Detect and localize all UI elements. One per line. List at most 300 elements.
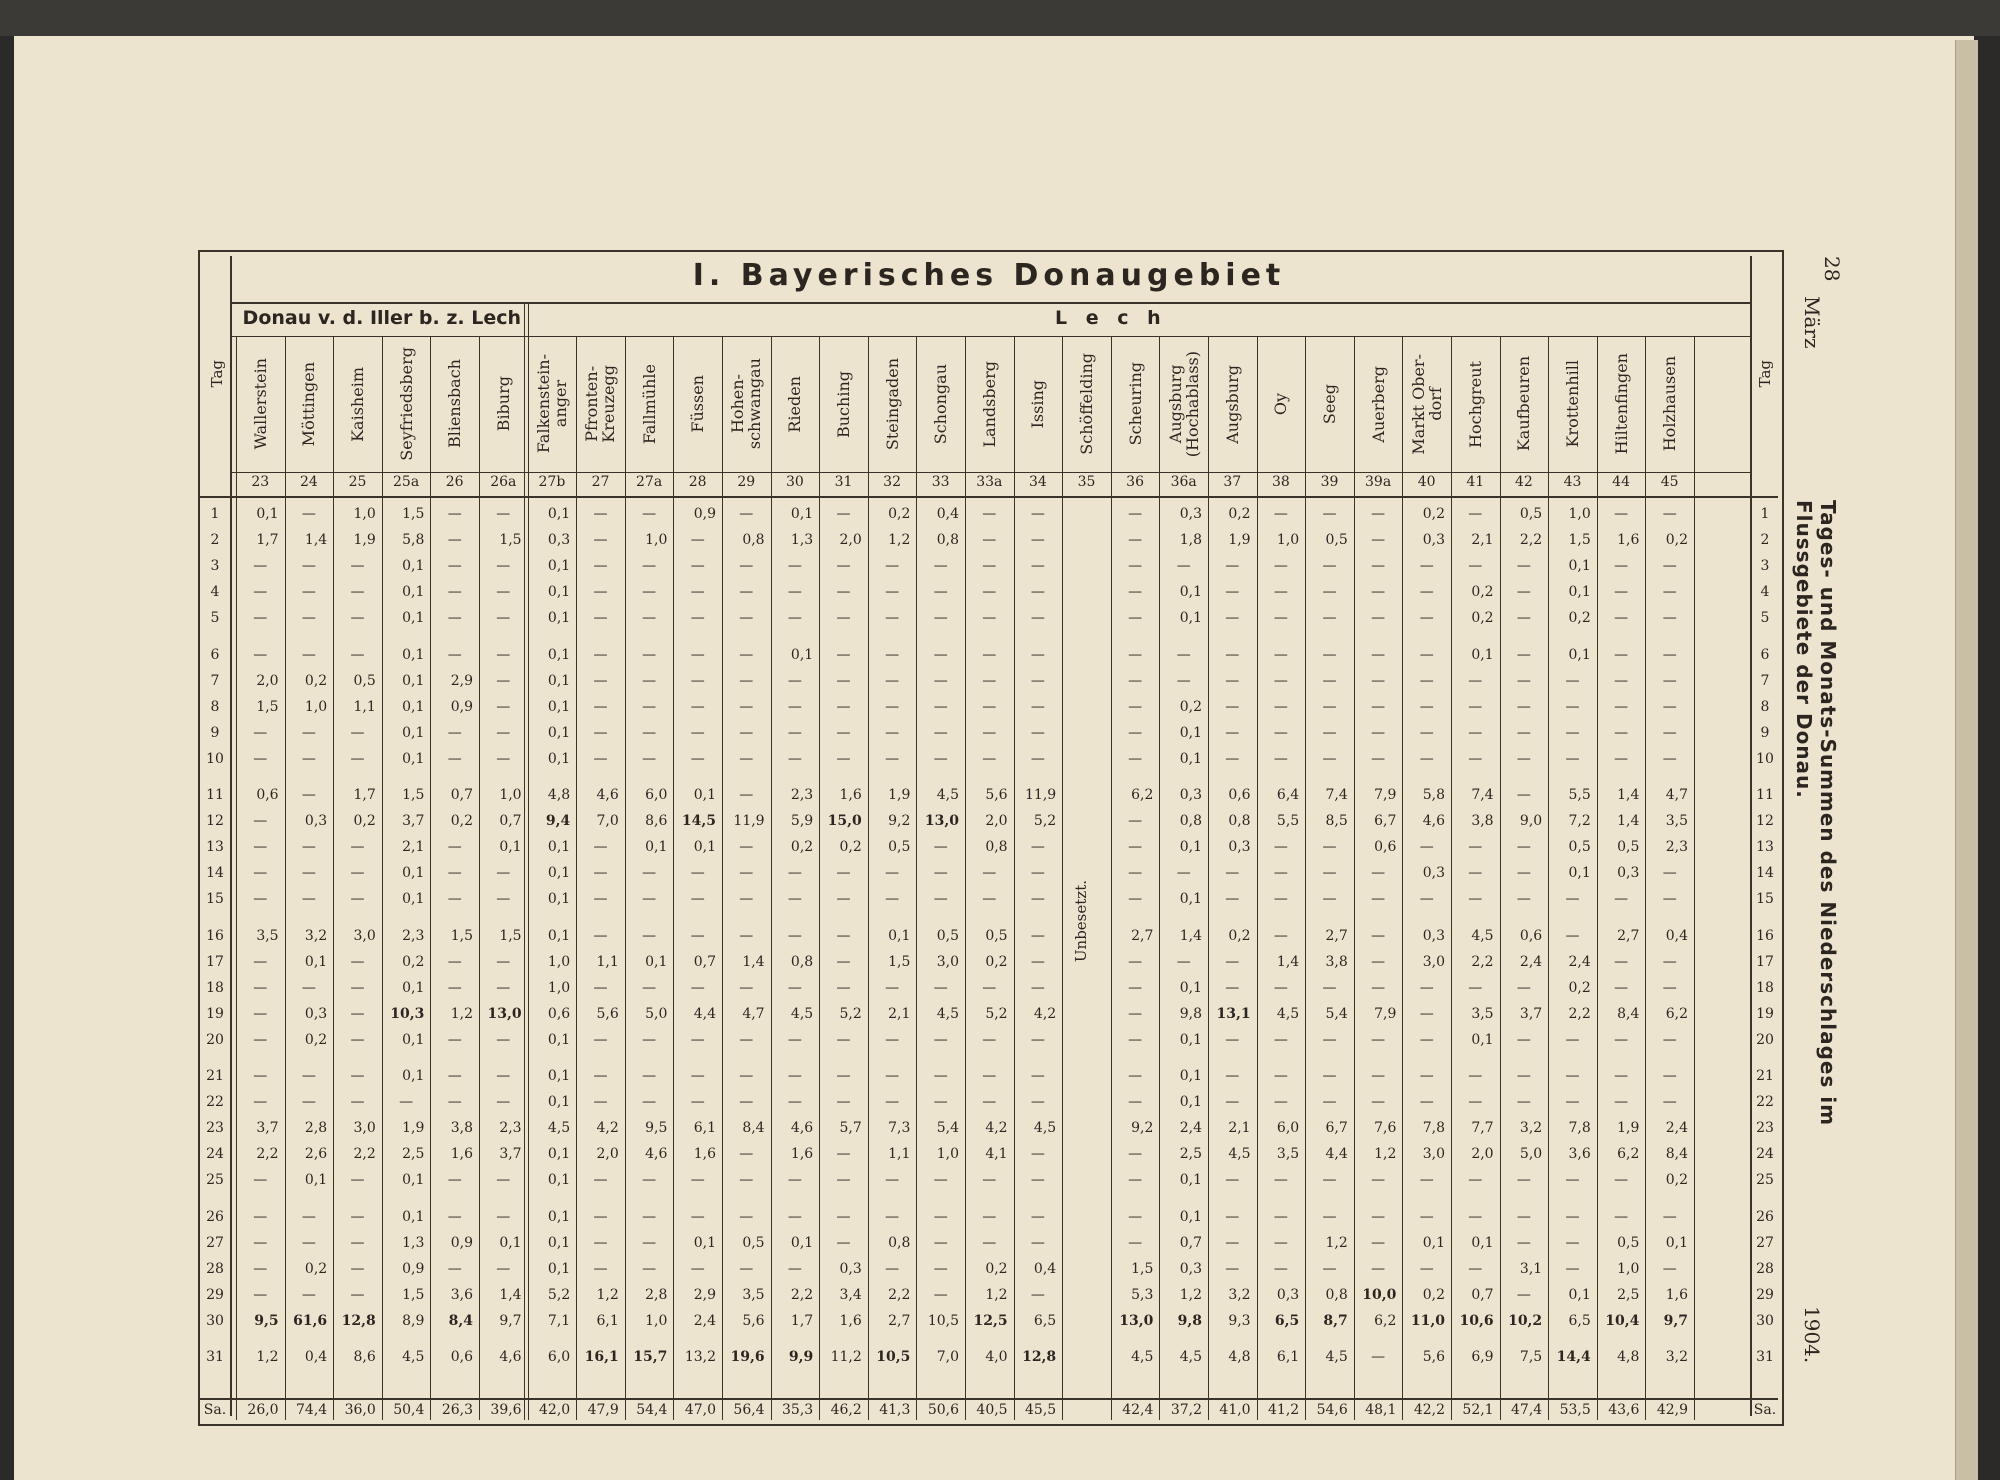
day-number: 16 bbox=[1756, 927, 1774, 944]
column-number: 28 bbox=[688, 474, 707, 490]
table-cell: 0,1 bbox=[1471, 1234, 1494, 1251]
tag-label: Tag bbox=[1756, 360, 1774, 388]
table-cell: 7,0 bbox=[596, 813, 619, 830]
day-number: 10 bbox=[206, 750, 224, 767]
table-cell: 0,7 bbox=[1179, 1234, 1202, 1251]
table-cell: — bbox=[447, 979, 462, 996]
table-cell: — bbox=[982, 1068, 997, 1084]
table-cell: 0,1 bbox=[547, 506, 571, 522]
table-cell: — bbox=[1419, 646, 1434, 663]
table-cell: — bbox=[836, 506, 851, 522]
table-cell: — bbox=[1662, 610, 1677, 627]
table-cell: 3,5 bbox=[256, 927, 279, 944]
table-cell: 0,4 bbox=[304, 1349, 328, 1365]
table-cell: — bbox=[1030, 558, 1045, 575]
table-cell: — bbox=[885, 750, 900, 767]
table-cell: 5,0 bbox=[645, 1005, 668, 1022]
table-cell: — bbox=[1371, 532, 1386, 549]
table-cell: — bbox=[1419, 750, 1434, 767]
table-cell: — bbox=[1273, 865, 1288, 882]
table-cell: — bbox=[253, 953, 268, 970]
sum-cell: 47,0 bbox=[684, 1402, 716, 1418]
table-cell: 0,6 bbox=[256, 787, 279, 803]
sum-cell: 48,1 bbox=[1365, 1402, 1397, 1418]
table-cell: — bbox=[1030, 979, 1045, 996]
table-cell: — bbox=[1322, 558, 1337, 575]
table-cell: — bbox=[787, 979, 802, 996]
table-cell: 6,1 bbox=[596, 1312, 619, 1329]
table-cell: 0,1 bbox=[790, 1234, 814, 1251]
month-label: März bbox=[1800, 296, 1824, 349]
column-name: Hochgreut bbox=[1465, 360, 1485, 448]
table-cell: — bbox=[1662, 750, 1677, 767]
page-edges bbox=[1955, 40, 1978, 1480]
table-cell: 0,3 bbox=[304, 813, 328, 830]
table-cell: — bbox=[739, 927, 754, 944]
table-cell: — bbox=[885, 865, 900, 882]
table-cell: — bbox=[1030, 646, 1045, 663]
table-cell: 0,1 bbox=[888, 927, 911, 944]
table-cell: 0,6 bbox=[547, 1005, 571, 1022]
table-cell: — bbox=[1662, 1094, 1677, 1111]
table-title: I. Bayerisches Donaugebiet bbox=[692, 258, 1286, 293]
table-cell: — bbox=[1614, 750, 1629, 767]
table-cell: 0,6 bbox=[1519, 927, 1543, 944]
table-cell: — bbox=[1662, 891, 1677, 908]
table-cell: 5,7 bbox=[839, 1120, 862, 1137]
day-number: 13 bbox=[1756, 839, 1774, 856]
table-cell: 3,2 bbox=[304, 927, 328, 944]
table-cell: 0,2 bbox=[402, 953, 425, 970]
table-cell: — bbox=[1419, 979, 1434, 996]
sum-cell: 36,0 bbox=[344, 1402, 376, 1418]
table-cell: 0,1 bbox=[402, 584, 425, 601]
table-cell: — bbox=[933, 1094, 948, 1111]
table-cell: 4,5 bbox=[790, 1005, 814, 1022]
table-cell: — bbox=[496, 672, 511, 689]
table-cell: — bbox=[1273, 979, 1288, 996]
table-cell: — bbox=[1468, 1172, 1483, 1189]
table-cell: — bbox=[1030, 506, 1045, 522]
table-cell: — bbox=[1662, 1208, 1677, 1225]
table-cell: — bbox=[1225, 1172, 1240, 1189]
table-cell: 1,4 bbox=[742, 953, 765, 970]
sum-cell: 46,2 bbox=[830, 1402, 862, 1418]
table-cell: — bbox=[836, 1234, 851, 1251]
table-cell: 15,7 bbox=[633, 1349, 668, 1365]
table-cell: — bbox=[1225, 558, 1240, 575]
table-cell: — bbox=[1176, 953, 1191, 970]
table-cell: — bbox=[1662, 865, 1677, 882]
table-cell: — bbox=[1273, 1094, 1288, 1111]
table-cell: 0,2 bbox=[1471, 584, 1494, 601]
table-cell: 2,3 bbox=[402, 927, 425, 944]
table-cell: — bbox=[982, 698, 997, 715]
table-cell: — bbox=[642, 1208, 657, 1225]
table-cell: — bbox=[447, 953, 462, 970]
table-cell: 10,5 bbox=[876, 1349, 911, 1365]
table-cell: — bbox=[690, 646, 705, 663]
table-cell: — bbox=[496, 1094, 511, 1111]
table-cell: — bbox=[885, 1260, 900, 1277]
table-cell: 2,7 bbox=[1617, 927, 1640, 944]
table-cell: 10,6 bbox=[1459, 1312, 1494, 1329]
table-cell: — bbox=[447, 532, 462, 549]
table-cell: 2,7 bbox=[888, 1312, 911, 1329]
table-cell: — bbox=[350, 1260, 365, 1277]
table-cell: 6,5 bbox=[1568, 1312, 1591, 1329]
table-cell: — bbox=[1128, 813, 1143, 830]
table-cell: 0,1 bbox=[1568, 646, 1591, 663]
table-cell: 3,7 bbox=[499, 1146, 522, 1163]
table-cell: 1,5 bbox=[499, 532, 522, 549]
table-cell: — bbox=[301, 750, 316, 767]
table-cell: 0,1 bbox=[1665, 1234, 1688, 1251]
table-cell: — bbox=[1662, 1260, 1677, 1277]
table-cell: 0,2 bbox=[1665, 532, 1688, 549]
table-cell: 1,8 bbox=[1179, 532, 1202, 549]
table-cell: — bbox=[496, 865, 511, 882]
table-cell: 5,3 bbox=[1131, 1286, 1154, 1303]
table-cell: — bbox=[301, 979, 316, 996]
table-cell: 6,5 bbox=[1274, 1312, 1300, 1329]
column-line bbox=[1062, 336, 1063, 1420]
column-header bbox=[1159, 338, 1208, 470]
table-cell: 1,5 bbox=[499, 927, 522, 944]
table-cell: — bbox=[253, 1005, 268, 1022]
table-cell: 9,9 bbox=[788, 1349, 814, 1365]
page-number: 28 bbox=[1820, 256, 1844, 282]
table-cell: — bbox=[1662, 584, 1677, 601]
column-name: Biburg bbox=[493, 376, 513, 432]
table-cell: — bbox=[1516, 787, 1531, 803]
table-cell: — bbox=[739, 724, 754, 741]
table-cell: 1,6 bbox=[1665, 1286, 1688, 1303]
table-cell: 0,3 bbox=[1228, 839, 1251, 856]
table-cell: — bbox=[593, 750, 608, 767]
table-cell: 8,5 bbox=[1325, 813, 1348, 830]
column-name: Auerberg bbox=[1368, 365, 1388, 443]
table-cell: — bbox=[1030, 1146, 1045, 1163]
table-cell: 0,2 bbox=[1228, 506, 1251, 522]
table-cell: 3,7 bbox=[1519, 1005, 1543, 1022]
table-cell: — bbox=[885, 584, 900, 601]
table-cell: — bbox=[1225, 610, 1240, 627]
table-cell: — bbox=[982, 865, 997, 882]
year-label: 1904. bbox=[1800, 1306, 1824, 1364]
table-cell: 2,4 bbox=[1568, 953, 1591, 970]
table-cell: — bbox=[933, 646, 948, 663]
rule-line bbox=[230, 336, 1750, 337]
table-cell: — bbox=[787, 891, 802, 908]
table-cell: 0,1 bbox=[402, 1208, 425, 1225]
table-cell: — bbox=[447, 646, 462, 663]
table-cell: — bbox=[1565, 1068, 1580, 1084]
table-cell: — bbox=[447, 610, 462, 627]
table-cell: 1,0 bbox=[1276, 532, 1300, 549]
table-cell: 0,1 bbox=[402, 891, 425, 908]
column-header bbox=[285, 338, 334, 470]
table-cell: — bbox=[933, 891, 948, 908]
table-cell: 3,8 bbox=[1325, 953, 1348, 970]
day-number: 23 bbox=[206, 1120, 224, 1137]
table-cell: — bbox=[836, 672, 851, 689]
table-cell: 4,4 bbox=[693, 1005, 716, 1022]
table-cell: 2,8 bbox=[304, 1120, 328, 1137]
tag-label: Tag bbox=[208, 360, 226, 388]
table-cell: 13,0 bbox=[487, 1005, 522, 1022]
table-cell: — bbox=[1128, 1234, 1143, 1251]
column-number: 44 bbox=[1612, 474, 1630, 490]
table-cell: — bbox=[1176, 672, 1191, 689]
sum-cell: 41,0 bbox=[1219, 1402, 1251, 1418]
table-cell: — bbox=[1225, 750, 1240, 767]
day-number: 17 bbox=[206, 953, 224, 970]
table-cell: — bbox=[933, 1172, 948, 1189]
table-cell: — bbox=[350, 1234, 365, 1251]
day-number: 30 bbox=[206, 1312, 224, 1329]
day-number: 10 bbox=[1756, 750, 1774, 767]
table-cell: — bbox=[1322, 506, 1337, 522]
table-cell: 0,3 bbox=[1179, 506, 1202, 522]
day-number: 12 bbox=[1756, 813, 1774, 830]
table-cell: — bbox=[1128, 672, 1143, 689]
table-cell: — bbox=[982, 891, 997, 908]
table-cell: — bbox=[1614, 584, 1629, 601]
table-cell: 0,1 bbox=[547, 1094, 571, 1111]
day-number: 11 bbox=[206, 787, 224, 803]
table-cell: 4,2 bbox=[985, 1120, 1008, 1137]
table-cell: — bbox=[350, 750, 365, 767]
sum-cell: 39,6 bbox=[490, 1402, 522, 1418]
day-number: 13 bbox=[206, 839, 224, 856]
day-number: 21 bbox=[1756, 1068, 1774, 1084]
table-cell: 1,4 bbox=[1617, 813, 1640, 830]
table-cell: 7,6 bbox=[1374, 1120, 1397, 1137]
table-cell: 11,9 bbox=[1025, 787, 1057, 803]
table-cell: 15,0 bbox=[827, 813, 862, 830]
table-cell: — bbox=[739, 865, 754, 882]
table-cell: — bbox=[1565, 1172, 1580, 1189]
table-cell: 12,8 bbox=[1022, 1349, 1057, 1365]
day-number: 22 bbox=[206, 1094, 224, 1111]
table-cell: 1,6 bbox=[790, 1146, 814, 1163]
table-cell: — bbox=[1565, 891, 1580, 908]
table-cell: — bbox=[787, 1260, 802, 1277]
table-cell: — bbox=[1225, 646, 1240, 663]
table-cell: — bbox=[593, 698, 608, 715]
table-cell: 0,1 bbox=[547, 584, 571, 601]
table-cell: — bbox=[933, 839, 948, 856]
day-number: 26 bbox=[206, 1208, 224, 1225]
table-cell: 0,1 bbox=[1568, 584, 1591, 601]
table-cell: — bbox=[1419, 1005, 1434, 1022]
table-cell: — bbox=[1128, 865, 1143, 882]
table-cell: — bbox=[350, 979, 365, 996]
table-cell: 1,5 bbox=[402, 787, 425, 803]
column-header bbox=[576, 338, 625, 470]
table-cell: 12,5 bbox=[973, 1312, 1008, 1329]
day-number: 3 bbox=[1760, 558, 1770, 575]
table-cell: 8,4 bbox=[1617, 1005, 1640, 1022]
table-cell: 0,1 bbox=[547, 839, 571, 856]
table-cell: 2,7 bbox=[1131, 927, 1154, 944]
table-cell: — bbox=[496, 1068, 511, 1084]
table-cell: 0,1 bbox=[1179, 724, 1202, 741]
table-cell: — bbox=[1419, 584, 1434, 601]
table-cell: — bbox=[253, 1260, 268, 1277]
table-cell: — bbox=[1273, 558, 1288, 575]
table-cell: — bbox=[1614, 724, 1629, 741]
table-cell: — bbox=[642, 646, 657, 663]
table-cell: — bbox=[593, 1068, 608, 1084]
table-cell: — bbox=[787, 1068, 802, 1084]
table-cell: — bbox=[1516, 839, 1531, 856]
table-cell: 1,5 bbox=[1568, 532, 1591, 549]
table-cell: — bbox=[1273, 724, 1288, 741]
table-cell: 0,1 bbox=[547, 1172, 571, 1189]
table-cell: — bbox=[642, 724, 657, 741]
table-cell: 3,5 bbox=[1471, 1005, 1494, 1022]
table-cell: 3,7 bbox=[256, 1120, 279, 1137]
table-cell: — bbox=[253, 891, 268, 908]
table-cell: 4,5 bbox=[1033, 1120, 1057, 1137]
table-cell: — bbox=[1516, 698, 1531, 715]
column-name: Buching bbox=[833, 370, 853, 438]
table-cell: — bbox=[1030, 532, 1045, 549]
table-cell: 1,0 bbox=[1617, 1260, 1640, 1277]
table-cell: 1,1 bbox=[353, 698, 376, 715]
table-cell: 8,4 bbox=[1665, 1146, 1688, 1163]
table-cell: — bbox=[787, 865, 802, 882]
column-number: 39 bbox=[1320, 474, 1339, 490]
table-cell: — bbox=[301, 584, 316, 601]
table-cell: — bbox=[593, 646, 608, 663]
table-cell: — bbox=[593, 1260, 608, 1277]
table-cell: 0,3 bbox=[1422, 532, 1445, 549]
sum-cell: 42,9 bbox=[1656, 1402, 1688, 1418]
table-cell: — bbox=[787, 610, 802, 627]
table-cell: 12,8 bbox=[341, 1312, 376, 1329]
table-cell: 3,0 bbox=[353, 1120, 376, 1137]
table-cell: — bbox=[982, 672, 997, 689]
table-cell: — bbox=[642, 1068, 657, 1084]
column-number: 32 bbox=[883, 474, 901, 490]
table-cell: 0,3 bbox=[1422, 865, 1445, 882]
table-cell: — bbox=[1225, 1260, 1240, 1277]
table-cell: 5,8 bbox=[1422, 787, 1445, 803]
table-cell: 0,2 bbox=[1422, 1286, 1445, 1303]
sum-cell: 50,4 bbox=[393, 1402, 425, 1418]
table-cell: — bbox=[253, 1172, 268, 1189]
table-cell: — bbox=[1565, 1234, 1580, 1251]
table-cell: 0,1 bbox=[1179, 1208, 1202, 1225]
table-cell: 0,2 bbox=[1568, 979, 1591, 996]
table-cell: 0,1 bbox=[693, 839, 716, 856]
table-cell: — bbox=[1176, 865, 1191, 882]
table-cell: — bbox=[1273, 698, 1288, 715]
table-cell: 2,0 bbox=[985, 813, 1008, 830]
table-cell: 2,9 bbox=[693, 1286, 716, 1303]
table-cell: 0,5 bbox=[742, 1234, 765, 1251]
table-cell: — bbox=[1614, 1172, 1629, 1189]
table-cell: — bbox=[982, 646, 997, 663]
table-cell: — bbox=[933, 1260, 948, 1277]
table-cell: 1,5 bbox=[450, 927, 473, 944]
table-cell: 4,5 bbox=[936, 787, 959, 803]
table-cell: — bbox=[447, 1208, 462, 1225]
table-cell: — bbox=[253, 1068, 268, 1084]
table-cell: 0,2 bbox=[1422, 506, 1445, 522]
table-cell: — bbox=[1371, 1234, 1386, 1251]
table-cell: — bbox=[933, 584, 948, 601]
day-number: 14 bbox=[1756, 865, 1774, 882]
sum-cell: 74,4 bbox=[296, 1402, 328, 1418]
column-header bbox=[868, 338, 917, 470]
table-cell: — bbox=[1225, 724, 1240, 741]
table-cell: — bbox=[1030, 839, 1045, 856]
table-cell: 2,1 bbox=[1228, 1120, 1251, 1137]
table-cell: 2,0 bbox=[256, 672, 279, 689]
table-cell: 0,9 bbox=[693, 506, 716, 522]
table-cell: — bbox=[836, 953, 851, 970]
table-cell: 6,2 bbox=[1374, 1312, 1397, 1329]
table-cell: — bbox=[350, 1005, 365, 1022]
table-cell: 0,1 bbox=[547, 1146, 571, 1163]
table-cell: 0,1 bbox=[1179, 891, 1202, 908]
table-cell: 4,8 bbox=[1228, 1349, 1251, 1365]
table-cell: — bbox=[836, 750, 851, 767]
table-cell: 0,1 bbox=[256, 506, 279, 522]
table-cell: — bbox=[1030, 672, 1045, 689]
table-cell: — bbox=[1225, 1068, 1240, 1084]
day-number: 28 bbox=[1756, 1260, 1774, 1277]
table-cell: — bbox=[1322, 584, 1337, 601]
table-cell: 4,5 bbox=[1276, 1005, 1300, 1022]
table-cell: 7,0 bbox=[936, 1349, 959, 1365]
table-cell: — bbox=[933, 558, 948, 575]
column-name: Landsberg bbox=[979, 360, 999, 448]
table-cell: — bbox=[1371, 1208, 1386, 1225]
table-cell: 1,6 bbox=[839, 1312, 862, 1329]
table-cell: — bbox=[787, 1172, 802, 1189]
table-cell: — bbox=[982, 750, 997, 767]
table-cell: — bbox=[593, 1234, 608, 1251]
table-cell: 2,9 bbox=[450, 672, 473, 689]
table-cell: — bbox=[301, 506, 316, 522]
table-cell: — bbox=[1273, 1031, 1288, 1048]
day-number: 27 bbox=[1756, 1234, 1774, 1251]
table-cell: 0,1 bbox=[547, 1068, 571, 1084]
table-cell: — bbox=[690, 1208, 705, 1225]
table-cell: — bbox=[739, 698, 754, 715]
table-cell: 10,2 bbox=[1508, 1312, 1543, 1329]
column-number: 40 bbox=[1417, 474, 1436, 490]
column-header bbox=[1014, 338, 1063, 470]
table-cell: 1,0 bbox=[353, 506, 376, 522]
table-cell: — bbox=[642, 1260, 657, 1277]
table-cell: — bbox=[690, 927, 705, 944]
table-cell: 0,1 bbox=[1422, 1234, 1445, 1251]
table-cell: — bbox=[690, 724, 705, 741]
table-cell: — bbox=[787, 1031, 802, 1048]
table-cell: 0,1 bbox=[1568, 1286, 1591, 1303]
day-number: 25 bbox=[206, 1172, 224, 1189]
table-cell: — bbox=[1371, 891, 1386, 908]
table-cell: — bbox=[1273, 1068, 1288, 1084]
table-cell: 0,1 bbox=[547, 698, 571, 715]
table-cell: — bbox=[301, 1286, 316, 1303]
